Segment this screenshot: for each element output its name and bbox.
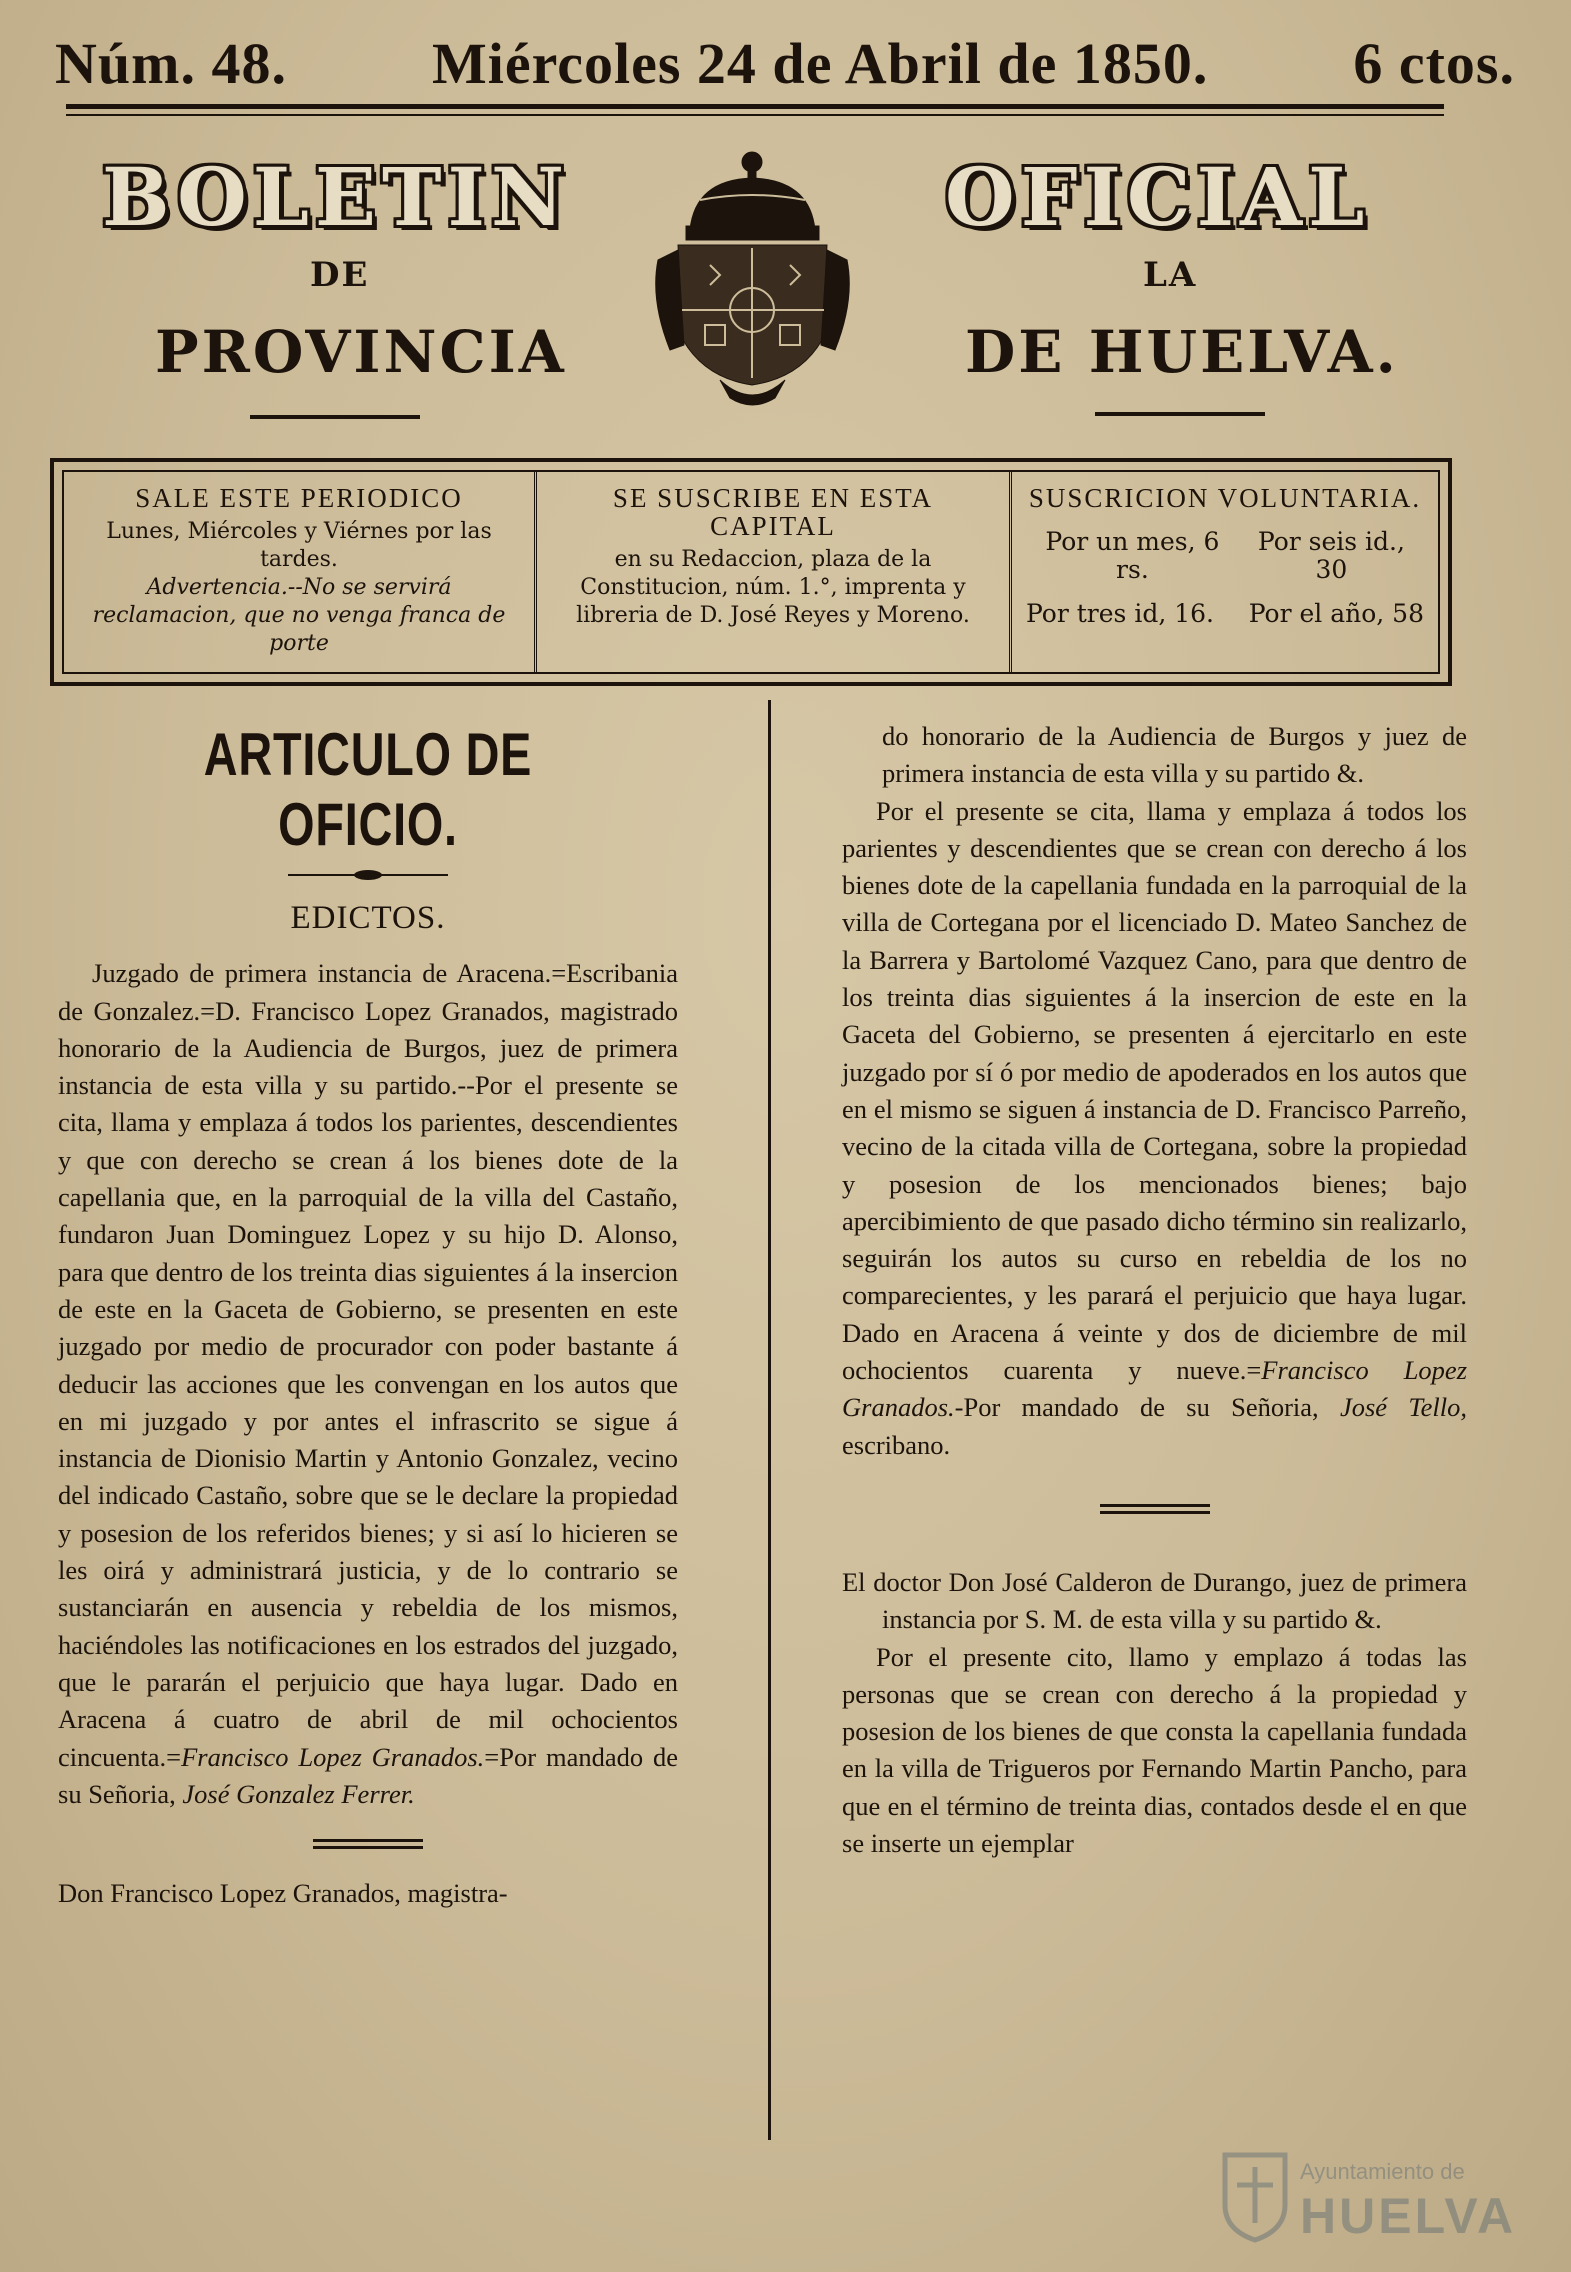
publication-heading: SALE ESTE PERIODICO [135,483,463,513]
subscription-prices-heading: SUSCRICION VOLUNTARIA. [1028,483,1422,513]
edict-2-signature-judge: Francisco Lopez Granados. [842,1355,1468,1423]
title-provincia: PROVINCIA [155,318,567,386]
info-box-inner [62,470,1440,674]
watermark [1215,2145,1515,2250]
edict-2-body: Por el presente se cita, llama y emplaza á todos los parientes y descendientes que se crean con derecho á los bienes dote de la capellania fundada en la parroquial de la villa de Cortegana por el licenciado D. Mateo Sanchez de la Barrera y Bartolomé Vazquez Cano, para que dentro de los treinta dias siguientes á la insercion de este en la Gaceta del Gobierno, se presenten á ejercitarlo en este juzgado por sí ó por medio de apoderados en los autos que en el mismo se siguen á instancia de D. Francisco Parreño, vecino de la citada villa de Cortegana, sobre la propiedad y posesion de los mencionados bienes; bajo apercibimiento de que pasado dicho término sin realizarlo, seguirán los autos su curso en rebeldia de los no comparecientes, y les parará el perjuicio que haya lugar. Dado en Aracena á veinte y dos de diciembre de mil ochocientos cuarenta y nueve.= [842,795,1467,1386]
edict-2 [842,793,1467,1464]
edict-1-signature-judge: Francisco Lopez Granados. [181,1741,485,1772]
city-shield-icon [1215,2145,1295,2245]
title-de: DE [310,255,370,295]
edict-1-body: Juzgado de primera instancia de Aracena.=Escribania de Gonzalez.=D. Francisco Lopez Granados, magistrado honorario de la Audiencia de Burgos, juez de primera instancia de esta villa y su partido.--Por el presente se cita, llama y emplaza á todos los parientes, descendientes y que con derecho se crean á los bienes dote de la capellania que, en la parroquial de la villa del Castaño, fundaron Juan Dominguez Lopez y su hijo D. Alonso, para que dentro de los treinta dias siguientes á la insercion de este en la Gaceta de Gobierno, se presenten en este juzgado por medio de procurador con poder bastante á deducir las acciones que les convengan en los autos que en mi juzgado y por antes el infrascrito se sigue á instancia de Dionisio Martin y Antonio Gonzalez, vecino del indicado Castaño, sobre que se le declare la propiedad y posesion de los referidos bienes; y si así lo hicieren se les oirá y administrará justicia, y de lo contrario se sustanciarán en ausencia y rebeldia de los mismos, haciéndoles las notificaciones en los estrados del juzgado, que le pararán el perjuicio que haya lugar. Dado en Aracena á cuatro de abril de mil ochocientos cincuenta.= [58,958,678,1772]
right-column [842,718,1467,1862]
masthead-rule-thin [66,114,1444,116]
title-oficial: OFICIAL [945,150,1371,244]
price-six-months: Por seis id., 30 [1257,527,1405,584]
edict-3-title: El doctor Don José Calderon de Durango, juez de primera instancia por S. M. de esta villa y su partido &. [842,1566,1467,1635]
masthead-line [55,28,1515,98]
price-month: Por un mes, 6 rs. [1045,527,1220,584]
info-col-subscription-prices [1009,472,1438,672]
edict-separator [313,1839,423,1849]
price-year: Por el año, 58 [1248,599,1424,628]
left-column [58,720,678,1912]
edict-2-signature-clerk: José Tello, [1339,1392,1467,1423]
edict-3-body: Por el presente cito, llamo y emplazo á todas las personas que se crean con derecho á la propiedad y posesion de los bienes de que consta la capellania fundada en la villa de Trigueros por Fernando Martin Pancho, para que en el término de treinta dias, contados desde el en que se inserte un ejemplar [842,1641,1467,1859]
edict-1-mandate: =Por mandado de su Señoria, [58,1741,678,1809]
issue-number: Núm. 48. [55,30,287,96]
subscription-place-text: en su Redaccion, plaza de la Constitucion, núm. 1.°, imprenta y libreria de D. José Reyes y Moreno. [576,547,970,628]
info-col-publication [64,472,534,672]
royal-coat-of-arms-icon [650,150,855,410]
price-three-months: Por tres id, 16. [1026,599,1214,628]
ornament-divider-icon [288,868,448,882]
column-divider [768,700,771,2140]
title-de-huelva: DE HUELVA. [965,318,1399,386]
edict-2-mandate: -Por mandado de su Señoria, [954,1392,1319,1423]
edict-2-title-cont: do honorario de la Audiencia de Burgos y juez de primera instancia de esta villa y su partido &. [882,721,1467,789]
edict-separator [1100,1504,1210,1514]
subheading-edictos: EDICTOS. [290,900,446,936]
issue-date: Miércoles 24 de Abril de 1850. [431,30,1209,96]
masthead-rule [66,104,1444,109]
info-box [50,458,1452,686]
section-heading: ARTICULO DE OFICIO. [203,721,533,858]
subscription-place-heading: SE SUSCRIBE EN ESTA CAPITAL [612,483,934,541]
publication-days: Lunes, Miércoles y Viérnes por las tardes. [106,519,492,572]
watermark-line1: Ayuntamiento de [1300,2159,1465,2184]
title-la: LA [1143,255,1198,295]
issue-price: 6 ctos. [1353,30,1515,96]
title-boletin: BOLETIN [102,150,571,244]
edict-2-start: Don Francisco Lopez Granados, magistra- [58,1878,508,1909]
price-row [1026,528,1424,584]
edict-1-signature-clerk: José Gonzalez Ferrer. [182,1778,415,1809]
price-row [1026,600,1424,628]
edict-2-role: escribano. [842,1429,951,1460]
title-rule-left [250,415,420,419]
watermark-line2: HUELVA [1300,2188,1517,2244]
title-rule-right [1095,412,1265,416]
publication-notice: Advertencia.--No se servirá reclamacion, que no venga franca de porte [92,575,506,656]
ornament-divider [58,868,678,882]
edict-1 [58,955,678,1813]
info-col-subscription-place [534,472,1009,672]
